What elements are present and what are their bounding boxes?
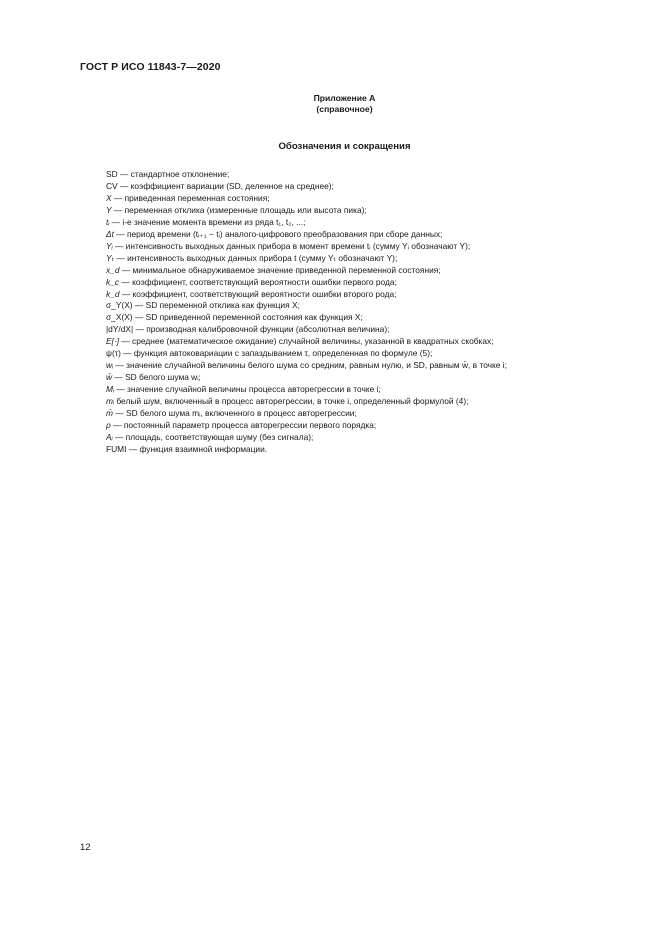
definition-text: — SD белого шума wᵢ; bbox=[112, 372, 201, 383]
definition-item bbox=[106, 229, 606, 241]
definition-text: — коэффициент, соответствующий вероятности ошибки первого рода; bbox=[119, 276, 397, 287]
definition-item bbox=[106, 169, 606, 181]
definition-item bbox=[106, 432, 606, 444]
definition-text: — значение случайной величины белого шума со средним, равным нулю, и SD, равным w̄, в точке i; bbox=[113, 360, 507, 371]
definition-item bbox=[106, 396, 606, 408]
definitions-list bbox=[106, 169, 606, 456]
definition-text: — минимальное обнаруживаемое значение приведенной переменной состояния; bbox=[119, 264, 441, 275]
definition-item bbox=[106, 360, 606, 372]
definition-term: k_c bbox=[106, 276, 120, 287]
definition-text: — SD белого шума mᵢ, включенного в процесс авторегрессии; bbox=[112, 408, 357, 419]
definition-term: m̄ bbox=[106, 408, 113, 419]
definition-text: — переменная отклика (измеренные площадь или высота пика); bbox=[111, 204, 367, 215]
definition-text: — функция взаимной информации. bbox=[126, 443, 268, 454]
definition-text: — коэффициент вариации (SD, деленное на среднее); bbox=[117, 180, 334, 191]
definition-item bbox=[106, 372, 606, 384]
definition-item bbox=[106, 408, 606, 420]
definition-item bbox=[106, 324, 606, 336]
definition-text: белый шум, включенный в процесс авторегрессии, в точке i, определенный формулой (4); bbox=[114, 396, 469, 407]
definition-item bbox=[106, 193, 606, 205]
definition-term: ψ(τ) bbox=[106, 348, 121, 359]
definition-term: Yₜ bbox=[106, 252, 115, 263]
definition-text: — SD приведенной переменной состояния как функция X; bbox=[132, 312, 363, 323]
definition-item bbox=[106, 300, 606, 312]
definition-term: x_d bbox=[106, 264, 120, 275]
definition-term: tᵢ bbox=[106, 216, 110, 227]
definition-item bbox=[106, 253, 606, 265]
definition-text: — производная калибровочной функции (абсолютная величина); bbox=[133, 324, 390, 335]
definition-text: — стандартное отклонение; bbox=[117, 169, 230, 179]
definition-term: σ_Y(X) bbox=[106, 300, 133, 311]
definition-item bbox=[106, 348, 606, 360]
definition-term: Mᵢ bbox=[106, 384, 115, 395]
appendix-subtitle: (справочное) bbox=[316, 104, 373, 114]
definition-item bbox=[106, 181, 606, 193]
definition-term: mᵢ bbox=[106, 396, 115, 407]
definition-item bbox=[106, 312, 606, 324]
definition-item bbox=[106, 205, 606, 217]
definition-term: k_d bbox=[106, 288, 120, 299]
appendix-title: Приложение А bbox=[313, 93, 376, 103]
definition-term: X bbox=[106, 192, 112, 203]
definition-term: CV bbox=[106, 180, 118, 191]
definition-text: — коэффициент, соответствующий вероятности ошибки второго рода; bbox=[119, 288, 397, 299]
definition-item bbox=[106, 384, 606, 396]
definition-term: E[·] bbox=[106, 336, 120, 347]
definition-term: Δt bbox=[106, 228, 114, 239]
definition-text: — интенсивность выходных данных прибора t (сумму Yₜ обозначают Y); bbox=[114, 252, 398, 263]
definition-term: SD bbox=[106, 169, 118, 179]
definition-text: — i-е значение момента времени из ряда t₁, t₂, ...; bbox=[109, 216, 306, 227]
definition-text: — период времени (tᵢ₊₁ − tᵢ) аналого-цифрового преобразования при сборе данных; bbox=[113, 228, 443, 239]
definition-term: Yᵢ bbox=[106, 240, 113, 251]
definition-item bbox=[106, 241, 606, 253]
definition-text: — значение случайной величины процесса авторегрессии в точке i; bbox=[114, 384, 381, 395]
definition-item bbox=[106, 420, 606, 432]
definition-text: — функция автоковариации с запаздыванием τ, определенная по формуле (5); bbox=[120, 348, 433, 359]
definition-term: Aᵢ bbox=[106, 431, 113, 442]
definition-term: |dY/dX| bbox=[106, 324, 134, 335]
definition-term: Y bbox=[106, 204, 112, 215]
definition-term: FUMI bbox=[106, 443, 127, 454]
definition-item bbox=[106, 277, 606, 289]
definition-item bbox=[106, 265, 606, 277]
definition-text: — площадь, соответствующая шуму (без сигнала); bbox=[112, 431, 314, 442]
definition-text: — среднее (математическое ожидание) случайной величины, указанной в квадратных скобках; bbox=[119, 336, 494, 347]
definition-item bbox=[106, 336, 606, 348]
definition-term: ρ bbox=[106, 420, 111, 431]
definition-term: wᵢ bbox=[106, 360, 114, 371]
definition-text: — приведенная переменная состояния; bbox=[111, 192, 270, 203]
definition-text: — постоянный параметр процесса авторегрессии первого порядка; bbox=[110, 420, 377, 431]
page-number: 12 bbox=[80, 842, 91, 853]
definition-term: σ_X(X) bbox=[106, 312, 133, 323]
definition-text: — интенсивность выходных данных прибора в момент времени tᵢ (сумму Yᵢ обозначают Y); bbox=[112, 240, 471, 251]
definition-item bbox=[106, 217, 606, 229]
definition-item bbox=[106, 289, 606, 301]
definition-item bbox=[106, 444, 606, 456]
section-title: Обозначения и сокращения bbox=[278, 141, 411, 152]
definition-text: — SD переменной отклика как функция X; bbox=[132, 300, 300, 311]
definition-term: w̄ bbox=[106, 372, 113, 383]
document-header: ГОСТ Р ИСО 11843-7—2020 bbox=[80, 61, 221, 73]
